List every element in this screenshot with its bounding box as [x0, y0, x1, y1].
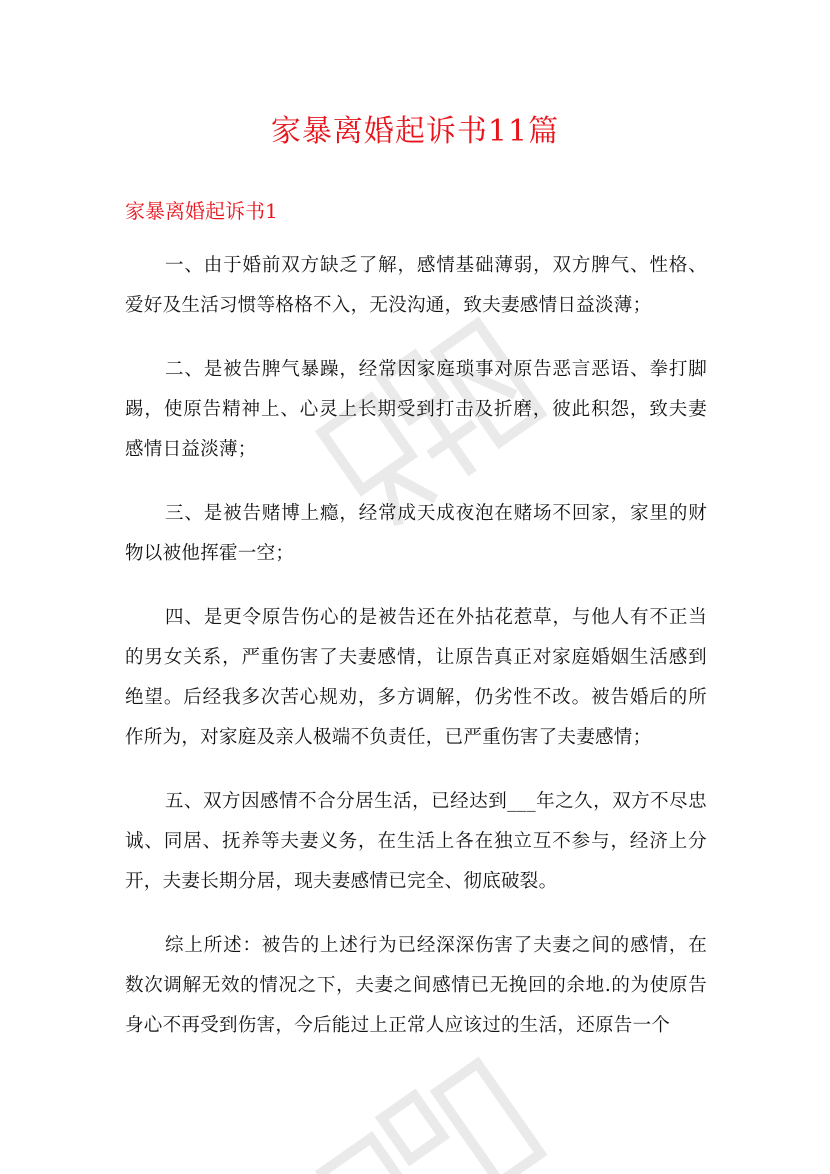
section-title: 家暴离婚起诉书1 — [125, 199, 278, 223]
document-title: 家暴离婚起诉书11篇 — [270, 114, 560, 149]
document-body — [125, 246, 707, 1046]
paragraph-3: 三、是被告赌博上瘾，经常成天成夜泡在赌场不回家，家里的财物以被他挥霍一空； — [125, 503, 707, 564]
paragraph-2: 二、是被告脾气暴躁，经常因家庭琐事对原告恶言恶语、拳打脚踢，使原告精神上、心灵上长期受到打击及折磨，彼此积怨，致夫妻感情日益淡薄； — [125, 359, 707, 460]
paragraph-5: 五、双方因感情不合分居生活，已经达到___年之久，双方不尽忠诚、同居、抚养等夫妻义务，在生活上各在独立互不参与，经济上分开，夫妻长期分居，现夫妻感情已完全、彻底破裂。 — [125, 791, 707, 892]
watermark-logo-bottom-icon — [300, 1040, 560, 1174]
paragraph-1: 一、由于婚前双方缺乏了解，感情基础薄弱，双方脾气、性格、爱好及生活习惯等格格不入，无没沟通，致夫妻感情日益淡薄； — [125, 255, 707, 316]
paragraph-6: 综上所述：被告的上述行为已经深深伤害了夫妻之间的感情，在数次调解无效的情况之下，夫妻之间感情已无挽回的余地.的为使原告身心不再受到伤害，今后能过上正常人应该过的生活，还原告一个 — [125, 935, 707, 1036]
paragraph-4: 四、是更令原告伤心的是被告还在外拈花惹草，与他人有不正当的男女关系，严重伤害了夫妻感情，让原告真正对家庭婚姻生活感到绝望。后经我多次苦心规劝，多方调解，仍劣性不改。被告婚后的所作所为，对家庭及亲人极端不负责任，已严重伤害了夫妻感情； — [125, 607, 707, 748]
